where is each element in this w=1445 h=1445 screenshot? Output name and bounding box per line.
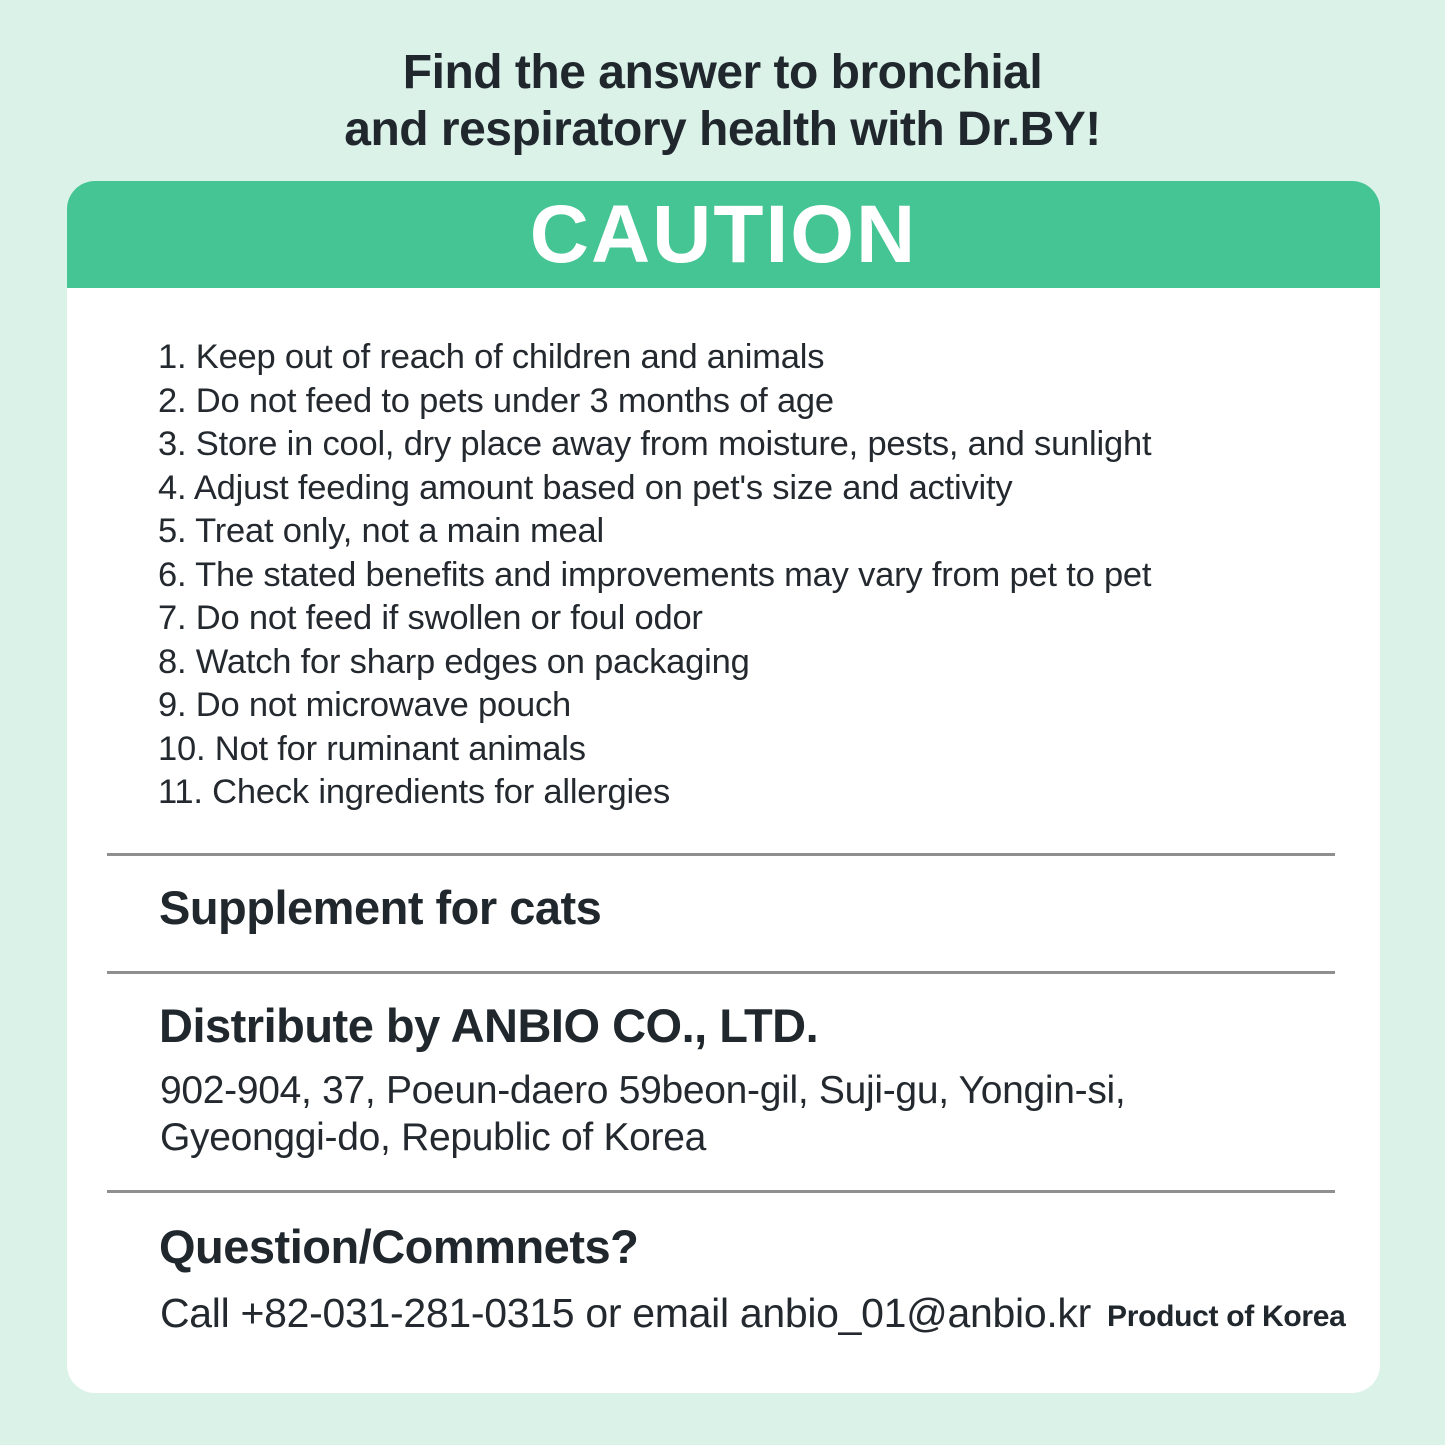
distributor-address-line1: 902-904, 37, Poeun-daero 59beon-gil, Suji-gu, Yongin-si, <box>160 1069 1126 1112</box>
caution-item-6: 6. The stated benefits and improvements may vary from pet to pet <box>158 555 1152 594</box>
caution-item-5: 5. Treat only, not a main meal <box>158 512 604 550</box>
caution-item-3: 3. Store in cool, dry place away from moisture, pests, and sunlight <box>158 425 1152 463</box>
caution-item-4: 4. Adjust feeding amount based on pet's size and activity <box>158 468 1013 507</box>
caution-item-1: 1. Keep out of reach of children and animals <box>158 338 825 376</box>
distributor-address <box>160 1067 1125 1161</box>
contact-info: Call +82-031-281-0315 or email anbio_01@anbio.kr <box>160 1290 1091 1336</box>
distributor-address-line2: Gyeonggi-do, Republic of Korea <box>160 1116 707 1159</box>
caution-card <box>67 181 1380 1393</box>
product-origin-label: Product of Korea <box>1107 1300 1346 1333</box>
contact-section-title: Question/Commnets? <box>159 1220 639 1273</box>
page-title-line1: Find the answer to bronchial <box>402 46 1043 99</box>
caution-item-2: 2. Do not feed to pets under 3 months of age <box>158 381 834 420</box>
caution-item-8: 8. Watch for sharp edges on packaging <box>158 642 750 681</box>
caution-item-10: 10. Not for ruminant animals <box>158 729 586 768</box>
divider <box>107 853 1335 856</box>
caution-item-11: 11. Check ingredients for allergies <box>158 773 671 811</box>
caution-list <box>158 336 1348 815</box>
page-title <box>0 44 1445 158</box>
divider <box>107 1190 1335 1193</box>
caution-item-7: 7. Do not feed if swollen or foul odor <box>158 599 703 637</box>
caution-title: CAUTION <box>529 188 918 280</box>
page-title-line2: and respiratory health with Dr.BY! <box>344 103 1101 156</box>
caution-item-9: 9. Do not microwave pouch <box>158 686 572 724</box>
distributor-section-title: Distribute by ANBIO CO., LTD. <box>159 999 819 1052</box>
divider <box>107 971 1335 974</box>
caution-header-band <box>67 181 1380 288</box>
supplement-section-title: Supplement for cats <box>159 881 602 934</box>
